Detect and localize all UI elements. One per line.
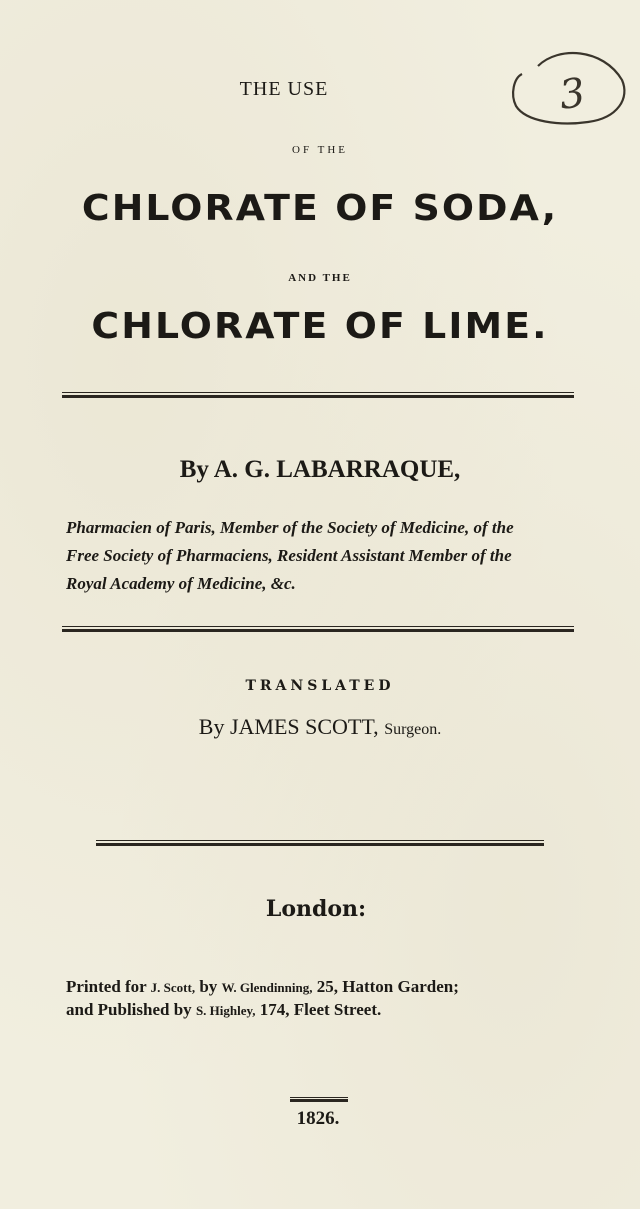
translated-label: TRANSLATED (245, 678, 395, 694)
imprint-printer-address: 25, Hatton Garden; (312, 977, 459, 996)
credential-line: Free Society of Pharmaciens, Resident Assistant Member of the (66, 546, 512, 565)
translator-role: Surgeon. (384, 721, 442, 738)
author-credentials (66, 514, 586, 598)
imprint-published-line (66, 999, 606, 1022)
title-line-of-the: OF THE (292, 144, 348, 156)
title-line-chlorate-lime: CHLORATE OF LIME. (91, 306, 549, 347)
title-line-use: THE USE (239, 78, 329, 100)
imprint-block (66, 976, 606, 1022)
title-line-and-the: AND THE (288, 272, 352, 284)
publication-year: 1826. (296, 1108, 340, 1129)
double-rule (96, 840, 544, 846)
double-rule (62, 626, 574, 632)
author-line (0, 456, 640, 484)
imprint-printer: W. Glendinning, (221, 980, 313, 995)
year-rule (290, 1097, 348, 1102)
imprint-printed-prefix: Printed for (66, 977, 151, 996)
credential-line: Royal Academy of Medicine, &c. (66, 574, 296, 593)
title-line-chlorate-soda: CHLORATE OF SODA, (81, 188, 559, 229)
translator-name: JAMES SCOTT, (229, 714, 379, 739)
double-rule (62, 392, 574, 398)
imprint-publisher-address: 174, Fleet Street. (255, 1000, 382, 1019)
translator-line (0, 714, 640, 740)
translator-by: By (198, 714, 225, 739)
imprint-printed-for: J. Scott, (150, 980, 196, 995)
shelfmark-number: 3 (556, 69, 589, 119)
credential-line: Pharmacien of Paris, Member of the Society of Medicine, of the (66, 518, 514, 537)
imprint-printer-by: by (195, 977, 222, 996)
author-by: By (179, 456, 209, 483)
imprint-publisher: S. Highley, (195, 1003, 256, 1018)
imprint-published-prefix: and Published by (66, 1000, 196, 1019)
imprint-printed-line (66, 976, 606, 999)
author-name: A. G. LABARRAQUE, (213, 456, 461, 483)
imprint-place: London: (265, 896, 367, 922)
